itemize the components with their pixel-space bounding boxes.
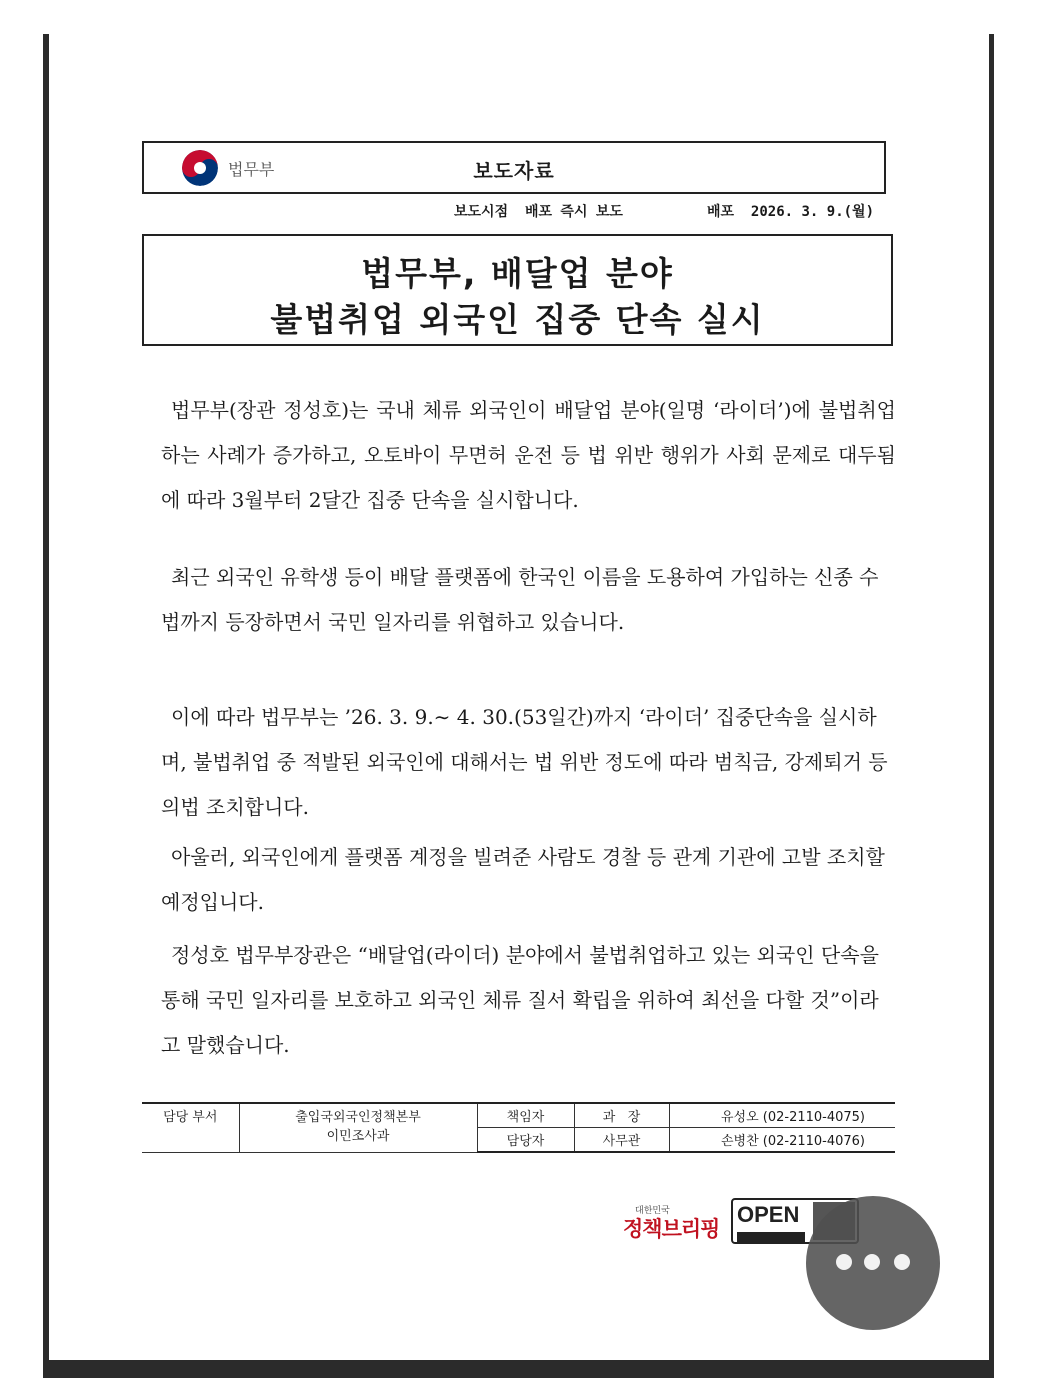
contact-table [142,1102,895,1153]
briefing-country: 대한민국 [635,1206,670,1216]
open-license-bar [737,1232,805,1242]
more-dot-icon [836,1254,852,1270]
more-options-button[interactable] [806,1196,940,1330]
headline-line-1: 법무부, 배달업 분야 [361,254,674,293]
person-cell: 유성오 (02-2110-4075) [669,1103,895,1128]
more-dot-icon [894,1254,910,1270]
person-cell: 손병찬 (02-2110-4076) [669,1128,895,1153]
policy-briefing-logo [623,1203,723,1245]
open-label: OPEN [737,1202,800,1227]
body-paragraph-5 [161,933,896,1068]
press-header [142,141,886,194]
body-paragraph-4 [161,835,896,925]
viewer-frame-right [989,34,994,1378]
dept-label: 담당 부서 [163,1110,218,1125]
release-timing: 보도시점 배포 즉시 보도 [454,204,623,220]
headline-box [142,234,893,346]
dept-line-1: 출입국외국인정책본부 [295,1110,421,1125]
more-dot-icon [864,1254,880,1270]
body-paragraph-1 [161,388,896,523]
dept-label-cell [142,1103,239,1152]
paragraph-text: 정성호 법무부장관은 “배달업(라이더) 분야에서 불법취업하고 있는 외국인 단속을 통해 국민 일자리를 보호하고 외국인 체류 질서 확립을 위하여 최선을 다할 것”이라고 말했습니다. [161,943,879,1057]
dept-cell [239,1103,477,1152]
title-cell: 과 장 [574,1103,669,1128]
title-cell: 사무관 [574,1128,669,1153]
headline-line-2: 불법취업 외국인 집중 단속 실시 [270,300,765,339]
role-cell: 담당자 [477,1128,574,1153]
ministry-name: 법무부 [228,160,275,179]
release-date: 배포 2026. 3. 9.(월) [707,204,875,220]
body-paragraph-2 [161,555,896,645]
dept-line-2: 이민조사과 [326,1129,390,1144]
paragraph-text: 아울러, 외국인에게 플랫폼 계정을 빌려준 사람도 경찰 등 관계 기관에 고발 조치할 예정입니다. [161,845,885,914]
paragraph-text: 이에 따라 법무부는 ’26. 3. 9.∼ 4. 30.(53일간)까지 ‘라이더’ 집중단속을 실시하며, 불법취업 중 적발된 외국인에 대해서는 법 위반 정도에 따라 범칙금, 강제퇴거 등 의법 조치합니다. [161,705,888,819]
table-row [142,1103,895,1128]
paragraph-text: 법무부(장관 정성호)는 국내 체류 외국인이 배달업 분야(일명 ‘라이더’)에 불법취업 하는 사례가 증가하고, 오토바이 무면허 운전 등 법 위반 행위가 사회 문제로 대두됨에 따라 3월부터 2달간 집중 단속을 실시합니다. [161,398,896,512]
body-paragraph-3 [161,695,896,830]
release-type-title: 보도자료 [473,159,555,183]
role-cell: 책임자 [477,1103,574,1128]
paragraph-text: 최근 외국인 유학생 등이 배달 플랫폼에 한국인 이름을 도용하여 가입하는 신종 수법까지 등장하면서 국민 일자리를 위협하고 있습니다. [161,565,879,634]
viewer-frame-bottom [43,1360,994,1378]
briefing-title: 정책브리핑 [623,1217,720,1241]
document-page [49,0,989,1360]
